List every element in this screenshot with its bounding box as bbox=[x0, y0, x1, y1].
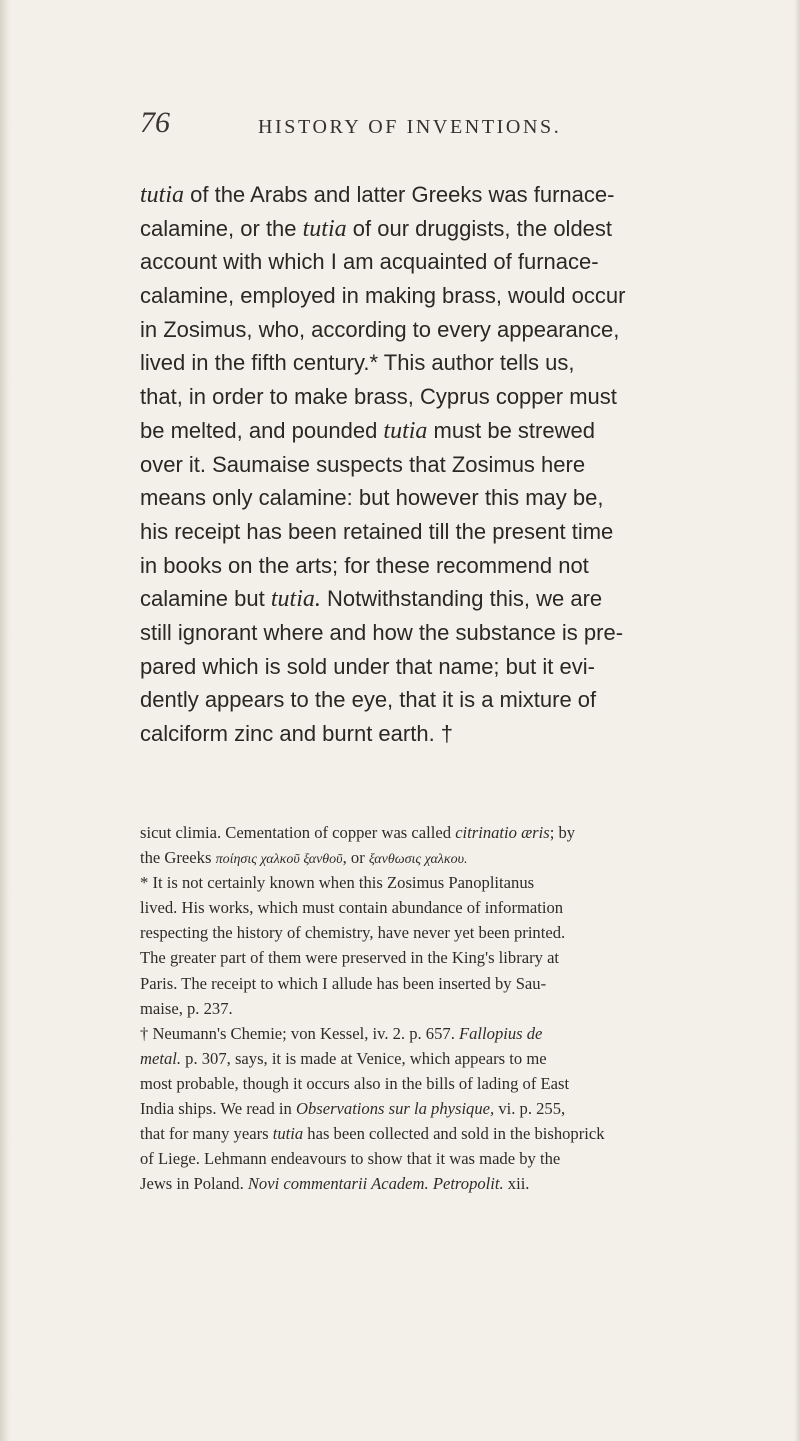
footnote-line: * It is not certainly known when this Zosimus Panoplitanus bbox=[140, 873, 535, 893]
text-line: account with which I am acquainted of furnace- bbox=[140, 249, 599, 275]
footnote-line: the Greeks ποίησις χαλκοῦ ξανθοῦ, or ξανθωσις χαλκου. bbox=[140, 848, 468, 868]
footnote-line: metal. p. 307, says, it is made at Venice, which appears to me bbox=[140, 1048, 547, 1068]
text-line: calciform zinc and burnt earth. † bbox=[140, 721, 454, 746]
text-line: dently appears to the eye, that it is a mixture of bbox=[140, 687, 597, 713]
text-line: his receipt has been retained till the present time bbox=[140, 518, 614, 544]
footnote-line: † Neumann's Chemie; von Kessel, iv. 2. p. 657. Fallopius de bbox=[140, 1023, 543, 1043]
page-gutter-shadow bbox=[0, 0, 12, 1441]
text-line: calamine, employed in making brass, would occur bbox=[140, 283, 626, 309]
footnote-line: lived. His works, which must contain abundance of information bbox=[140, 898, 564, 918]
footnote-line: India ships. We read in Observations sur la physique, vi. p. 255, bbox=[140, 1099, 566, 1119]
text-line: in Zosimus, who, according to every appearance, bbox=[140, 316, 620, 342]
main-text bbox=[140, 178, 752, 751]
footnotes bbox=[140, 820, 752, 1196]
footnote-line: Paris. The receipt to which I allude has been inserted by Sau- bbox=[140, 973, 547, 993]
text-line: tutia of the Arabs and latter Greeks was furnace- bbox=[140, 182, 615, 208]
text-line: be melted, and pounded tutia must be strewed bbox=[140, 417, 595, 444]
text-line: pared which is sold under that name; but it evi- bbox=[140, 653, 595, 679]
text-line: over it. Saumaise suspects that Zosimus here bbox=[140, 451, 586, 477]
page-edge-shadow bbox=[794, 0, 800, 1441]
text-line: means only calamine: but however this may be, bbox=[140, 485, 604, 511]
page-number: 76 bbox=[140, 106, 170, 139]
running-head bbox=[140, 106, 740, 154]
text-line: still ignorant where and how the substance is pre- bbox=[140, 619, 624, 645]
footnote-line: The greater part of them were preserved in the King's library at bbox=[140, 948, 560, 968]
text-line: lived in the fifth century.* This author tells us, bbox=[140, 350, 575, 376]
footnote-line: maise, p. 237. bbox=[140, 998, 233, 1018]
footnote-line: Jews in Poland. Novi commentarii Academ. Petropolit. xii. bbox=[140, 1174, 530, 1194]
text-line: in books on the arts; for these recommend not bbox=[140, 552, 589, 578]
footnote-line: of Liege. Lehmann endeavours to show that it was made by the bbox=[140, 1149, 561, 1169]
text-line: calamine but tutia. Notwithstanding this, we are bbox=[140, 586, 603, 613]
running-title: HISTORY OF INVENTIONS. bbox=[258, 116, 562, 138]
footnote-line: that for many years tutia has been collected and sold in the bishoprick bbox=[140, 1124, 605, 1144]
text-line: that, in order to make brass, Cyprus copper must bbox=[140, 384, 617, 410]
footnote-line: respecting the history of chemistry, have never yet been printed. bbox=[140, 923, 566, 943]
footnote-line: most probable, though it occurs also in the bills of lading of East bbox=[140, 1073, 570, 1093]
text-line: calamine, or the tutia of our druggists, the oldest bbox=[140, 215, 613, 242]
footnote-line: sicut climia. Cementation of copper was called citrinatio æris; by bbox=[140, 823, 576, 842]
